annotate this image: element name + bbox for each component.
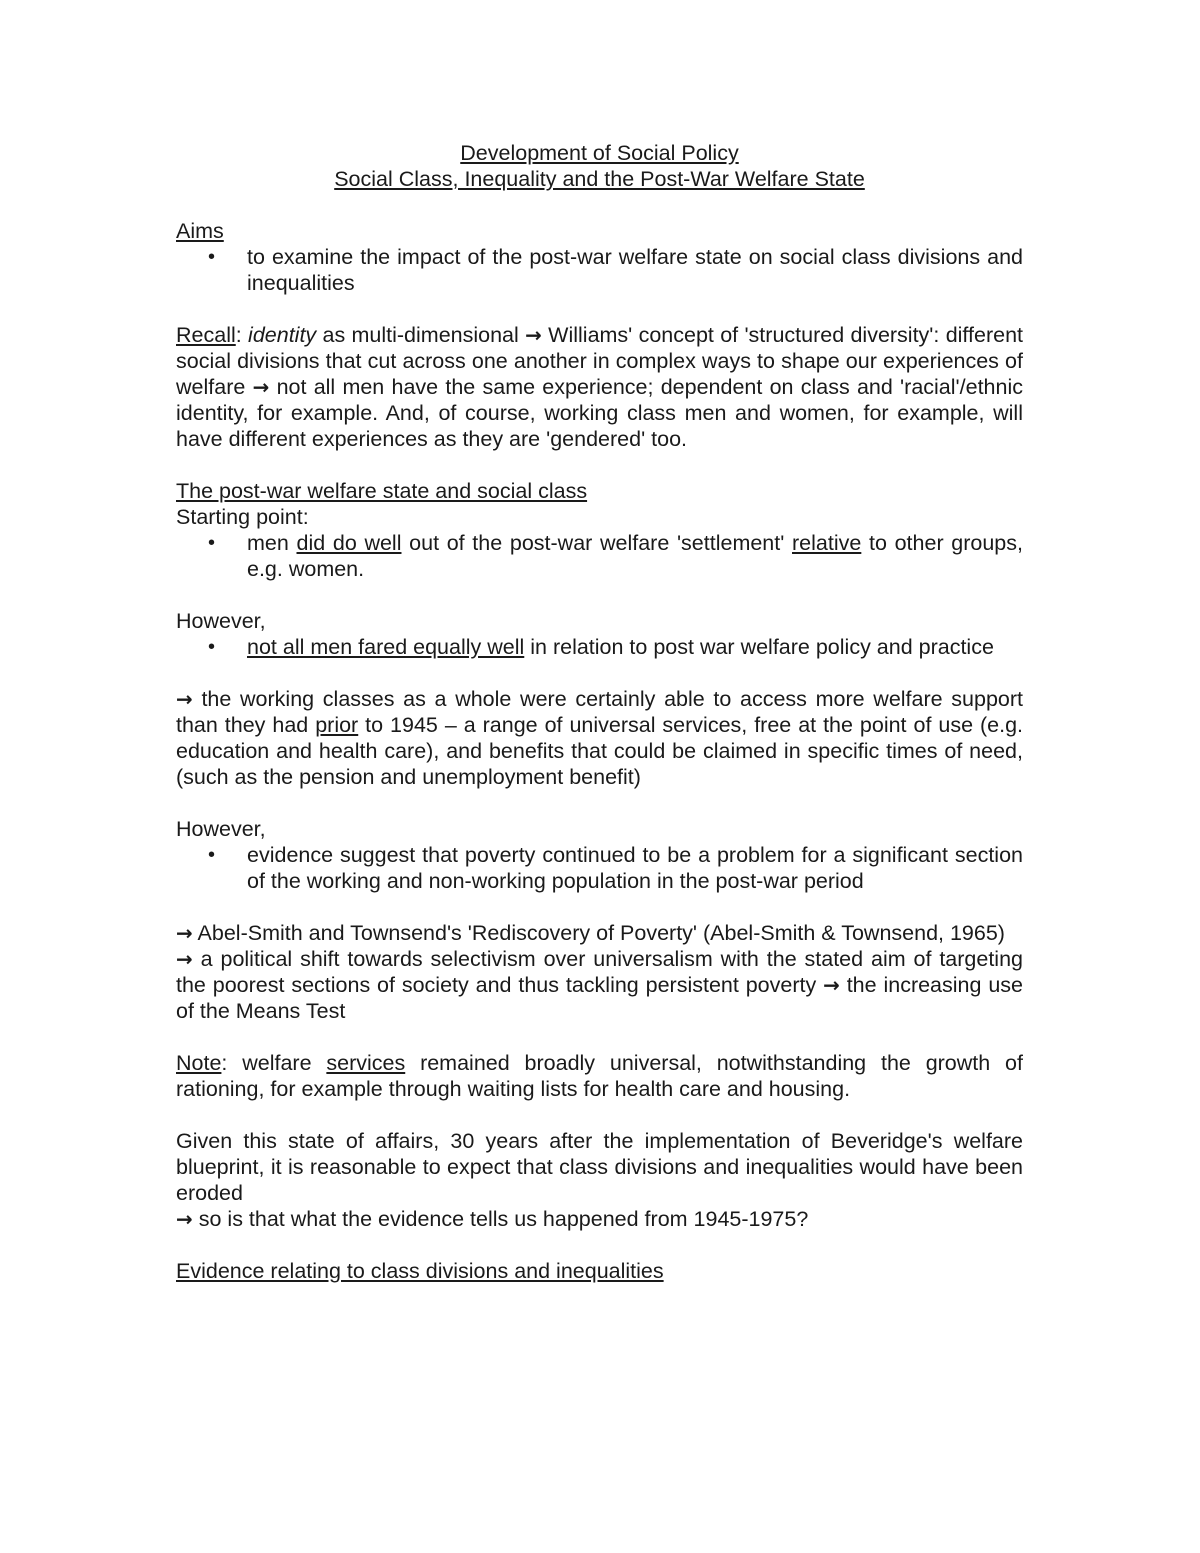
poverty-bullet: evidence suggest that poverty continued to be a problem for a significant section of the working and non-working population in the post-war period	[247, 843, 1023, 893]
paragraph-text: remained broadly universal, notwithstanding the growth of rationing, for example through waiting lists for health care and housing.	[176, 1051, 1023, 1101]
arrow-icon: →	[176, 921, 193, 945]
not-all-men-text: not all men fared equally well	[247, 635, 525, 659]
recall-colon: :	[235, 323, 249, 347]
arrow-icon: →	[176, 1207, 193, 1231]
starting-point-bullet	[247, 530, 1023, 582]
bullet-icon: •	[208, 532, 216, 554]
given-paragraph: Given this state of affairs, 30 years after the implementation of Beveridge's welfare blueprint, it is reasonable to expect that class divisions and inequalities would have been eroded	[176, 1129, 1023, 1205]
list-item	[176, 634, 1023, 660]
services-text: services	[326, 1051, 406, 1075]
selectivism-line	[176, 946, 1023, 1024]
list-item	[176, 842, 1023, 894]
aims-heading: Aims	[176, 219, 224, 243]
section-heading-postwar: The post-war welfare state and social class	[176, 479, 588, 503]
bullet-text: men	[247, 531, 297, 555]
identity-term: identity	[248, 323, 317, 347]
arrow-icon: →	[525, 323, 542, 347]
paragraph-text: a political shift towards selectivism over universalism with the stated aim of targeting the poorest sections of society and thus tackling persistent poverty	[176, 947, 1023, 997]
document-page	[176, 140, 1023, 1284]
list-item	[176, 530, 1023, 582]
recall-text-1: as multi-dimensional	[316, 323, 526, 347]
relative-text: relative	[792, 531, 862, 555]
arrow-icon: →	[176, 947, 193, 971]
question-line	[176, 1206, 1023, 1232]
bullet-icon: •	[208, 246, 216, 268]
however-bullet	[247, 634, 1023, 660]
however-label: However,	[176, 817, 266, 841]
paragraph-text: the increasing use of the Means Test	[176, 973, 1023, 1023]
arrow-icon: →	[252, 375, 270, 399]
arrow-icon: →	[176, 687, 193, 711]
recall-text-3: not all men have the same experience; dependent on class and 'racial'/ethnic identity, for example. And, of course, working class men and women, for example, will have different experiences as they are 'gendered' too.	[176, 375, 1023, 451]
rediscovery-line	[176, 920, 1023, 946]
bullet-text: to other groups, e.g. women.	[247, 531, 1023, 581]
paragraph-text: the working classes as a whole were certainly able to access more welfare support than they had	[176, 687, 1023, 737]
however-label: However,	[176, 609, 266, 633]
working-classes-paragraph	[176, 686, 1023, 790]
recall-paragraph	[176, 322, 1023, 452]
aims-bullet-text: to examine the impact of the post-war welfare state on social class divisions and inequalities	[247, 245, 1023, 295]
bullet-text: in relation to post war welfare policy and practice	[524, 635, 994, 659]
bullet-icon: •	[208, 844, 216, 866]
did-do-well-text: did do well	[296, 531, 402, 555]
document-title: Development of Social Policy	[460, 141, 739, 165]
bullet-text: out of the post-war welfare 'settlement'	[401, 531, 793, 555]
arrow-icon: →	[823, 973, 840, 997]
starting-point-label: Starting point:	[176, 505, 309, 529]
bullet-icon: •	[208, 636, 216, 658]
paragraph-text: Abel-Smith and Townsend's 'Rediscovery of Poverty' (Abel-Smith & Townsend, 1965)	[192, 921, 1005, 945]
recall-label: Recall	[176, 323, 236, 347]
section-heading-evidence: Evidence relating to class divisions and inequalities	[176, 1259, 664, 1283]
note-paragraph	[176, 1050, 1023, 1102]
prior-text: prior	[315, 713, 359, 737]
recall-text-2: Williams' concept of 'structured diversity': different social divisions that cut across one another in complex ways to shape our experiences of welfare	[176, 323, 1023, 399]
paragraph-text: : welfare	[221, 1051, 327, 1075]
list-item	[176, 244, 1023, 296]
document-header	[176, 140, 1023, 192]
paragraph-text: to 1945 – a range of universal services, free at the point of use (e.g. education and health care), and benefits that could be claimed in specific times of need, (such as the pension and unemployment benefit)	[176, 713, 1023, 789]
document-subtitle: Social Class, Inequality and the Post-War Welfare State	[334, 167, 865, 191]
paragraph-text: so is that what the evidence tells us happened from 1945-1975?	[192, 1207, 809, 1231]
note-label: Note	[176, 1051, 222, 1075]
